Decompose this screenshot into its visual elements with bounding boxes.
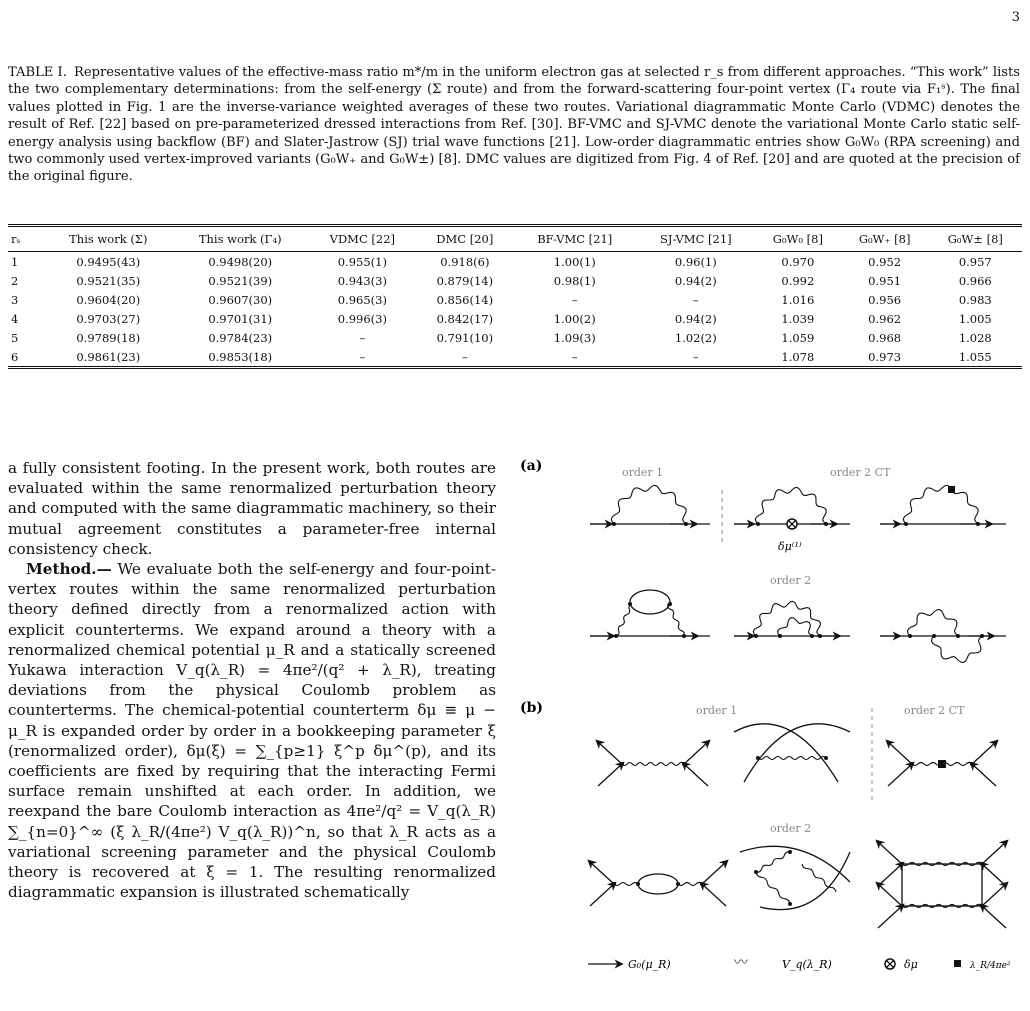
table-cell: 0.94(2) xyxy=(674,311,717,326)
feynman-figure xyxy=(520,452,1022,982)
vertex xyxy=(818,634,822,638)
table-cell: 0.943(3) xyxy=(337,273,387,288)
vertex xyxy=(684,522,688,526)
legend-g0-label: G₀(μ_R) xyxy=(628,958,671,971)
table-caption xyxy=(8,64,1020,186)
vertex xyxy=(788,850,792,854)
table-header-cell: SJ-VMC [21] xyxy=(659,232,732,246)
table-cell: 1.00(2) xyxy=(553,311,596,326)
table-cell: – xyxy=(359,330,366,345)
interaction-line xyxy=(614,883,638,886)
table-cell: 0.9495(43) xyxy=(76,254,141,269)
vertex xyxy=(612,882,616,886)
vertex xyxy=(756,522,760,526)
feynman-diagrams xyxy=(520,452,1022,982)
table-row xyxy=(8,309,1022,328)
table-header-row xyxy=(8,226,1022,252)
table-cell: 1.02(2) xyxy=(674,330,717,345)
legend-vq-label: V_q(λ_R) xyxy=(782,958,832,971)
table-cell: 1.016 xyxy=(781,292,815,307)
vertex xyxy=(700,882,704,886)
table-header-cell: G₀W₀ [8] xyxy=(772,232,823,246)
table-cell: 0.9853(18) xyxy=(208,349,273,364)
table-row xyxy=(8,271,1022,290)
method-paragraph xyxy=(8,559,496,902)
vertex xyxy=(904,522,908,526)
vertex xyxy=(614,634,618,638)
table-cell: 0.952 xyxy=(868,254,902,269)
vertex xyxy=(754,870,758,874)
table-cell: 4 xyxy=(11,311,19,326)
table-cell: 1.078 xyxy=(781,349,815,364)
table-cell: 0.96(1) xyxy=(674,254,717,269)
table-cell: 0.791(10) xyxy=(436,330,494,345)
interaction-line xyxy=(678,883,702,886)
table-cell: 0.9789(18) xyxy=(76,330,141,345)
lambda-square xyxy=(938,760,946,768)
table-cell: 0.965(3) xyxy=(337,292,387,307)
vertex xyxy=(980,904,984,908)
table-header-cell: This work (Γ₄) xyxy=(198,232,282,246)
vertex xyxy=(976,522,980,526)
table-cell: 0.9703(27) xyxy=(76,311,141,326)
propagator xyxy=(702,884,726,906)
panel-b-order2ct: order 2 CT xyxy=(904,704,965,717)
propagator xyxy=(878,842,902,864)
propagator xyxy=(684,742,708,764)
table-row xyxy=(8,252,1022,272)
vertex xyxy=(908,634,912,638)
vertex xyxy=(788,902,792,906)
table-cell: 1.00(1) xyxy=(553,254,596,269)
table-cell: 0.983 xyxy=(958,292,992,307)
table-cell: 0.842(17) xyxy=(436,311,494,326)
interaction-line xyxy=(668,604,685,636)
table-cell: 0.94(2) xyxy=(674,273,717,288)
table-row xyxy=(8,328,1022,347)
table-cell: 1.005 xyxy=(958,311,992,326)
interaction-line xyxy=(908,610,959,637)
polarization-bubble xyxy=(638,874,678,894)
vertex xyxy=(756,756,760,760)
propagator xyxy=(888,742,912,764)
vertex xyxy=(668,602,672,606)
table-cell: 0.9521(39) xyxy=(208,273,273,288)
vertex xyxy=(932,634,936,638)
table-cell: 1 xyxy=(11,254,19,269)
table-cell: 0.956 xyxy=(868,292,902,307)
table-header-cell: G₀W± [8] xyxy=(947,232,1003,246)
vertex xyxy=(910,762,914,766)
interaction-line xyxy=(756,852,790,872)
method-text: We evaluate both the self-energy and four-point-vertex routes within the same renormalized perturbation theory defined directly from a renormalized action with explicit counterterms. We expand around a theory with a renormalized chemical potential μ_R and a statically screened Yukawa interaction V_q(λ_R) = 4πe²/(q² + λ_R), treating deviations from the physical Coulomb problem as counterterms. The chemical-potential counterterm δμ ≡ μ − μ_R is expanded order by order in a bookkeeping parameter ξ (renormalized order), δμ(ξ) = ∑_{p≥1} ξ^p δμ^(p), and its coefficients are fixed by requiring that the interacting Fermi surface remain unshifted at each order. In addition, we reexpand the bare Coulomb interaction as 4πe²/q² = V_q(λ_R) ∑_{n=0}^∞ (ξ λ_R/(4πe²) V_q(λ_R))^n, so that λ_R acts as a variational screening parameter and the physical Coulomb theory is recovered at ξ = 1. The resulting renormalized diagrammatic expansion is illustrated schematically xyxy=(8,560,496,902)
table-header-cell: This work (Σ) xyxy=(69,232,148,246)
table-cell: 0.973 xyxy=(868,349,902,364)
propagator xyxy=(878,864,902,886)
table-row xyxy=(8,290,1022,309)
table-cell: 2 xyxy=(11,273,19,288)
vertex xyxy=(778,634,782,638)
results-table xyxy=(8,224,1022,369)
table-cell: 0.856(14) xyxy=(436,292,494,307)
table-cell: 1.09(3) xyxy=(553,330,596,345)
propagator xyxy=(590,862,614,884)
propagator xyxy=(744,724,850,782)
table-cell: 0.9784(23) xyxy=(208,330,273,345)
table-cell: 3 xyxy=(11,292,19,307)
vertex xyxy=(620,762,624,766)
vertex xyxy=(682,634,686,638)
lambda-square xyxy=(948,486,955,493)
table-cell: 1.059 xyxy=(781,330,815,345)
propagator xyxy=(878,884,902,906)
table-cell: 0.9861(23) xyxy=(76,349,141,364)
vertex xyxy=(682,762,686,766)
vertex xyxy=(900,862,904,866)
table-cell: 0.962 xyxy=(868,311,902,326)
table-cell: 0.9604(20) xyxy=(76,292,141,307)
vertex xyxy=(636,882,640,886)
legend-lambda-label: λ_R/4πe² xyxy=(970,961,1011,971)
propagator xyxy=(878,906,902,928)
interaction-line xyxy=(753,601,820,636)
vertex xyxy=(810,634,814,638)
table-header-cell: VDMC [22] xyxy=(329,232,396,246)
table-cell: 0.879(14) xyxy=(436,273,494,288)
propagator xyxy=(982,864,1006,886)
vertex xyxy=(956,634,960,638)
table-cell: – xyxy=(692,292,699,307)
table-cell: 0.9521(35) xyxy=(76,273,141,288)
table-cell: 1.028 xyxy=(958,330,992,345)
panel-a-order1: order 1 xyxy=(622,466,664,479)
interaction-line xyxy=(756,872,790,904)
propagator xyxy=(982,884,1006,906)
table-cell: 0.9498(20) xyxy=(208,254,273,269)
table-header-cell: rₛ xyxy=(11,232,21,246)
table-cell: – xyxy=(571,292,578,307)
interaction-line xyxy=(778,618,812,636)
table-cell: 1.039 xyxy=(781,311,815,326)
vertex xyxy=(754,634,758,638)
propagator xyxy=(972,764,996,786)
propagator xyxy=(702,862,726,884)
propagator xyxy=(684,764,708,786)
vertex xyxy=(980,862,984,866)
table-cell: 1.055 xyxy=(958,349,992,364)
dmu-order1-label: δμ⁽¹⁾ xyxy=(778,540,802,553)
panel-a-order2: order 2 xyxy=(770,574,812,587)
table-cell: 6 xyxy=(11,349,19,364)
page-number: 3 xyxy=(1011,10,1020,25)
propagator xyxy=(598,742,622,764)
table-cell: 0.970 xyxy=(781,254,815,269)
box-diagram xyxy=(902,864,982,906)
vertex xyxy=(824,522,828,526)
interaction-line xyxy=(758,757,826,760)
table-cell: 0.955(1) xyxy=(337,254,387,269)
interaction-line xyxy=(903,485,978,524)
polarization-bubble xyxy=(630,590,670,614)
propagator xyxy=(972,742,996,764)
panel-a-label: (a) xyxy=(520,458,543,474)
vertex xyxy=(676,882,680,886)
interaction-line xyxy=(622,763,684,766)
table-cell: 0.9607(30) xyxy=(208,292,273,307)
panel-b-label: (b) xyxy=(520,700,544,716)
table-cell: – xyxy=(359,349,366,364)
table-header-cell: G₀W₊ [8] xyxy=(858,232,911,246)
interaction-line xyxy=(802,864,836,892)
table-cell: 0.996(3) xyxy=(337,311,387,326)
table-cell: 0.966 xyxy=(958,273,992,288)
legend-vq-wave: 〰 xyxy=(734,955,748,971)
interaction-line xyxy=(616,604,632,636)
vertex xyxy=(900,904,904,908)
vertex xyxy=(612,522,616,526)
table-cell: 0.968 xyxy=(868,330,902,345)
table-cell: 0.9701(31) xyxy=(208,311,273,326)
caption-label: TABLE I. xyxy=(8,65,67,80)
propagator xyxy=(982,842,1006,864)
panel-b-order1: order 1 xyxy=(696,704,738,717)
panel-b-order2: order 2 xyxy=(770,822,812,835)
method-heading: Method.— xyxy=(26,560,112,579)
panel-a-order2ct: order 2 CT xyxy=(830,466,891,479)
table-cell: 5 xyxy=(11,330,19,345)
table-header-cell: BF-VMC [21] xyxy=(537,232,613,246)
paragraph: a fully consistent footing. In the present work, both routes are evaluated within the same renormalized perturbation theory and computed with the same diagrammatic machinery, so their mutual agreement constitutes a parameter-free internal consistency check. xyxy=(8,459,496,558)
propagator xyxy=(982,906,1006,928)
table-cell: 0.918(6) xyxy=(440,254,490,269)
propagator xyxy=(598,764,622,786)
vertex xyxy=(824,756,828,760)
table-cell: – xyxy=(692,349,699,364)
propagator xyxy=(740,846,850,882)
legend-lambda-square xyxy=(954,960,961,967)
table-cell: 0.957 xyxy=(958,254,992,269)
vertex xyxy=(628,602,632,606)
table-row xyxy=(8,347,1022,368)
interaction-line xyxy=(932,636,983,663)
table-cell: – xyxy=(571,349,578,364)
vertex xyxy=(970,762,974,766)
table-cell: – xyxy=(461,349,468,364)
table-header-cell: DMC [20] xyxy=(436,232,494,246)
interaction-line xyxy=(611,485,686,524)
vertex xyxy=(980,634,984,638)
propagator xyxy=(590,884,614,906)
table-cell: 0.992 xyxy=(781,273,815,288)
legend-dmu-label: δμ xyxy=(904,958,918,971)
table-cell: 0.98(1) xyxy=(553,273,596,288)
caption-text: Representative values of the effective-mass ratio m*/m in the uniform electron gas at selected r_s from different approaches. “This work” lists the two complementary determinations: from the self-energy (Σ route) and from the forward-scattering four-point vertex (Γ₄ route via F₁ˢ). The final values plotted in Fig. 1 are the inverse-variance weighted averages of these two routes. Variational diagrammatic Monte Carlo (VDMC) denotes the result of Ref. [22] based on pre-parameterized dressed interactions from Ref. [30]. BF-VMC and SJ-VMC denote the variational Monte Carlo static self-energy analysis using backflow (BF) and Slater-Jastrow (SJ) trial wave functions [21]. Low-order diagrammatic entries show G₀W₀ (RPA screening) and two commonly used vertex-improved variants (G₀W₊ and G₀W±) [8]. DMC values are digitized from Fig. 4 of Ref. [20] and are quoted at the precision of the original figure. xyxy=(8,65,1020,185)
table-cell: 0.951 xyxy=(868,273,902,288)
body-text xyxy=(8,458,496,902)
propagator xyxy=(888,764,912,786)
